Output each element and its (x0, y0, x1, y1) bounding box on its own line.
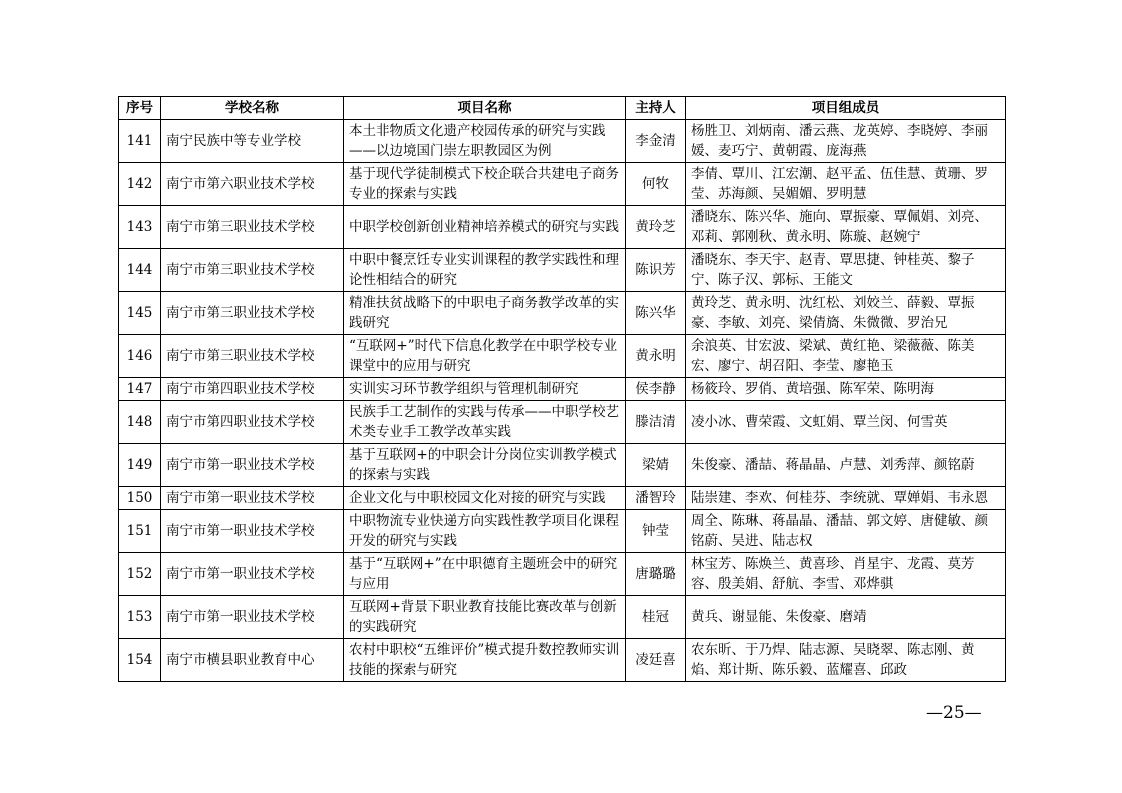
cell-school-name: 南宁市第一职业技术学校 (161, 444, 344, 487)
cell-project-name: 中职学校创新创业精神培养模式的研究与实践 (344, 206, 626, 249)
cell-serial-number: 150 (119, 487, 161, 510)
cell-project-name: 实训实习环节教学组织与管理机制研究 (344, 378, 626, 401)
project-table (118, 96, 1006, 682)
table-header-row (119, 97, 1006, 120)
table-row (119, 401, 1006, 444)
cell-school-name: 南宁民族中等专业学校 (161, 120, 344, 163)
cell-school-name: 南宁市第四职业技术学校 (161, 378, 344, 401)
table-row (119, 510, 1006, 553)
cell-school-name: 南宁市第三职业技术学校 (161, 249, 344, 292)
cell-project-name: 精准扶贫战略下的中职电子商务教学改革的实践研究 (344, 292, 626, 335)
cell-host: 梁婧 (626, 444, 686, 487)
table-row (119, 335, 1006, 378)
cell-project-name: 基于互联网+的中职会计分岗位实训教学模式的探索与实践 (344, 444, 626, 487)
table-row (119, 163, 1006, 206)
cell-members: 农东昕、于乃焊、陆志源、吴晓翠、陈志刚、黄焰、郑计斯、陈乐毅、蓝耀喜、邱政 (686, 639, 1006, 682)
cell-project-name: 企业文化与中职校园文化对接的研究与实践 (344, 487, 626, 510)
cell-host: 何牧 (626, 163, 686, 206)
cell-host: 凌廷喜 (626, 639, 686, 682)
cell-members: 林宝芳、陈焕兰、黄喜珍、肖星宇、龙霞、莫芳容、殷美娟、舒航、李雪、邓烨骐 (686, 553, 1006, 596)
cell-host: 唐璐璐 (626, 553, 686, 596)
cell-host: 黄永明 (626, 335, 686, 378)
cell-project-name: 基于现代学徒制模式下校企联合共建电子商务专业的探索与实践 (344, 163, 626, 206)
cell-project-name: 中职中餐烹饪专业实训课程的教学实践性和理论性相结合的研究 (344, 249, 626, 292)
cell-serial-number: 144 (119, 249, 161, 292)
cell-members: 陆崇建、李欢、何桂芬、李统就、覃婵娟、韦永恩 (686, 487, 1006, 510)
cell-serial-number: 146 (119, 335, 161, 378)
cell-members: 周全、陈琳、蒋晶晶、潘喆、郭文婷、唐健敏、颜铭蔚、吴进、陆志权 (686, 510, 1006, 553)
cell-project-name: 农村中职校“五维评价”模式提升数控教师实训技能的探索与研究 (344, 639, 626, 682)
cell-project-name: 基于“互联网+”在中职德育主题班会中的研究与应用 (344, 553, 626, 596)
cell-serial-number: 152 (119, 553, 161, 596)
cell-serial-number: 151 (119, 510, 161, 553)
cell-host: 侯李静 (626, 378, 686, 401)
cell-host: 滕洁清 (626, 401, 686, 444)
header-school-name: 学校名称 (161, 97, 344, 120)
cell-host: 黄玲芝 (626, 206, 686, 249)
cell-school-name: 南宁市第三职业技术学校 (161, 335, 344, 378)
cell-project-name: “互联网+”时代下信息化教学在中职学校专业课堂中的应用与研究 (344, 335, 626, 378)
cell-school-name: 南宁市第一职业技术学校 (161, 487, 344, 510)
cell-serial-number: 145 (119, 292, 161, 335)
cell-serial-number: 148 (119, 401, 161, 444)
cell-school-name: 南宁市第一职业技术学校 (161, 510, 344, 553)
table-row (119, 120, 1006, 163)
cell-members: 潘晓东、李天宇、赵青、覃思捷、钟桂英、黎子宁、陈子汉、郭标、王能文 (686, 249, 1006, 292)
cell-school-name: 南宁市第四职业技术学校 (161, 401, 344, 444)
cell-project-name: 中职物流专业快递方向实践性教学项目化课程开发的研究与实践 (344, 510, 626, 553)
cell-serial-number: 154 (119, 639, 161, 682)
cell-members: 杨筱玲、罗俏、黄培强、陈军荣、陈明海 (686, 378, 1006, 401)
cell-serial-number: 142 (119, 163, 161, 206)
cell-school-name: 南宁市第三职业技术学校 (161, 206, 344, 249)
cell-serial-number: 149 (119, 444, 161, 487)
project-table-container (118, 96, 1006, 682)
cell-serial-number: 147 (119, 378, 161, 401)
table-row (119, 596, 1006, 639)
cell-members: 余浪英、甘宏波、梁斌、黄红艳、梁薇薇、陈美宏、廖宁、胡召阳、李莹、廖艳玉 (686, 335, 1006, 378)
header-host: 主持人 (626, 97, 686, 120)
table-row (119, 206, 1006, 249)
cell-project-name: 互联网+背景下职业教育技能比赛改革与创新的实践研究 (344, 596, 626, 639)
cell-serial-number: 143 (119, 206, 161, 249)
cell-school-name: 南宁市第一职业技术学校 (161, 596, 344, 639)
cell-members: 朱俊豪、潘喆、蒋晶晶、卢慧、刘秀萍、颜铭蔚 (686, 444, 1006, 487)
cell-school-name: 南宁市第一职业技术学校 (161, 553, 344, 596)
table-row (119, 553, 1006, 596)
cell-project-name: 本土非物质文化遗产校园传承的研究与实践——以边境国门崇左职教园区为例 (344, 120, 626, 163)
table-row (119, 249, 1006, 292)
table-row (119, 378, 1006, 401)
table-row (119, 487, 1006, 510)
page-number: —25— (926, 703, 982, 723)
table-row (119, 444, 1006, 487)
cell-serial-number: 141 (119, 120, 161, 163)
cell-school-name: 南宁市横县职业教育中心 (161, 639, 344, 682)
cell-school-name: 南宁市第六职业技术学校 (161, 163, 344, 206)
table-row (119, 639, 1006, 682)
cell-members: 潘晓东、陈兴华、施向、覃振豪、覃佩娟、刘亮、邓莉、郭刚秋、黄永明、陈璇、赵婉宁 (686, 206, 1006, 249)
header-members: 项目组成员 (686, 97, 1006, 120)
cell-members: 李倩、覃川、江宏潮、赵平孟、伍佳慧、黄珊、罗莹、苏海颜、吴媚媚、罗明慧 (686, 163, 1006, 206)
cell-school-name: 南宁市第三职业技术学校 (161, 292, 344, 335)
cell-host: 桂冠 (626, 596, 686, 639)
cell-serial-number: 153 (119, 596, 161, 639)
cell-project-name: 民族手工艺制作的实践与传承——中职学校艺术类专业手工教学改革实践 (344, 401, 626, 444)
cell-members: 黄兵、谢显能、朱俊豪、磨靖 (686, 596, 1006, 639)
header-project-name: 项目名称 (344, 97, 626, 120)
cell-members: 杨胜卫、刘炳南、潘云燕、龙英婷、李晓婷、李丽媛、麦巧宁、黄朝霞、庞海燕 (686, 120, 1006, 163)
cell-host: 潘智玲 (626, 487, 686, 510)
cell-host: 陈识芳 (626, 249, 686, 292)
cell-host: 陈兴华 (626, 292, 686, 335)
cell-host: 钟莹 (626, 510, 686, 553)
cell-members: 黄玲芝、黄永明、沈红松、刘姣兰、薛毅、覃振豪、李敏、刘亮、梁倩旖、朱微微、罗治兄 (686, 292, 1006, 335)
table-row (119, 292, 1006, 335)
header-serial-number: 序号 (119, 97, 161, 120)
cell-host: 李金清 (626, 120, 686, 163)
cell-members: 凌小冰、曹荣霞、文虹娟、覃兰闵、何雪英 (686, 401, 1006, 444)
